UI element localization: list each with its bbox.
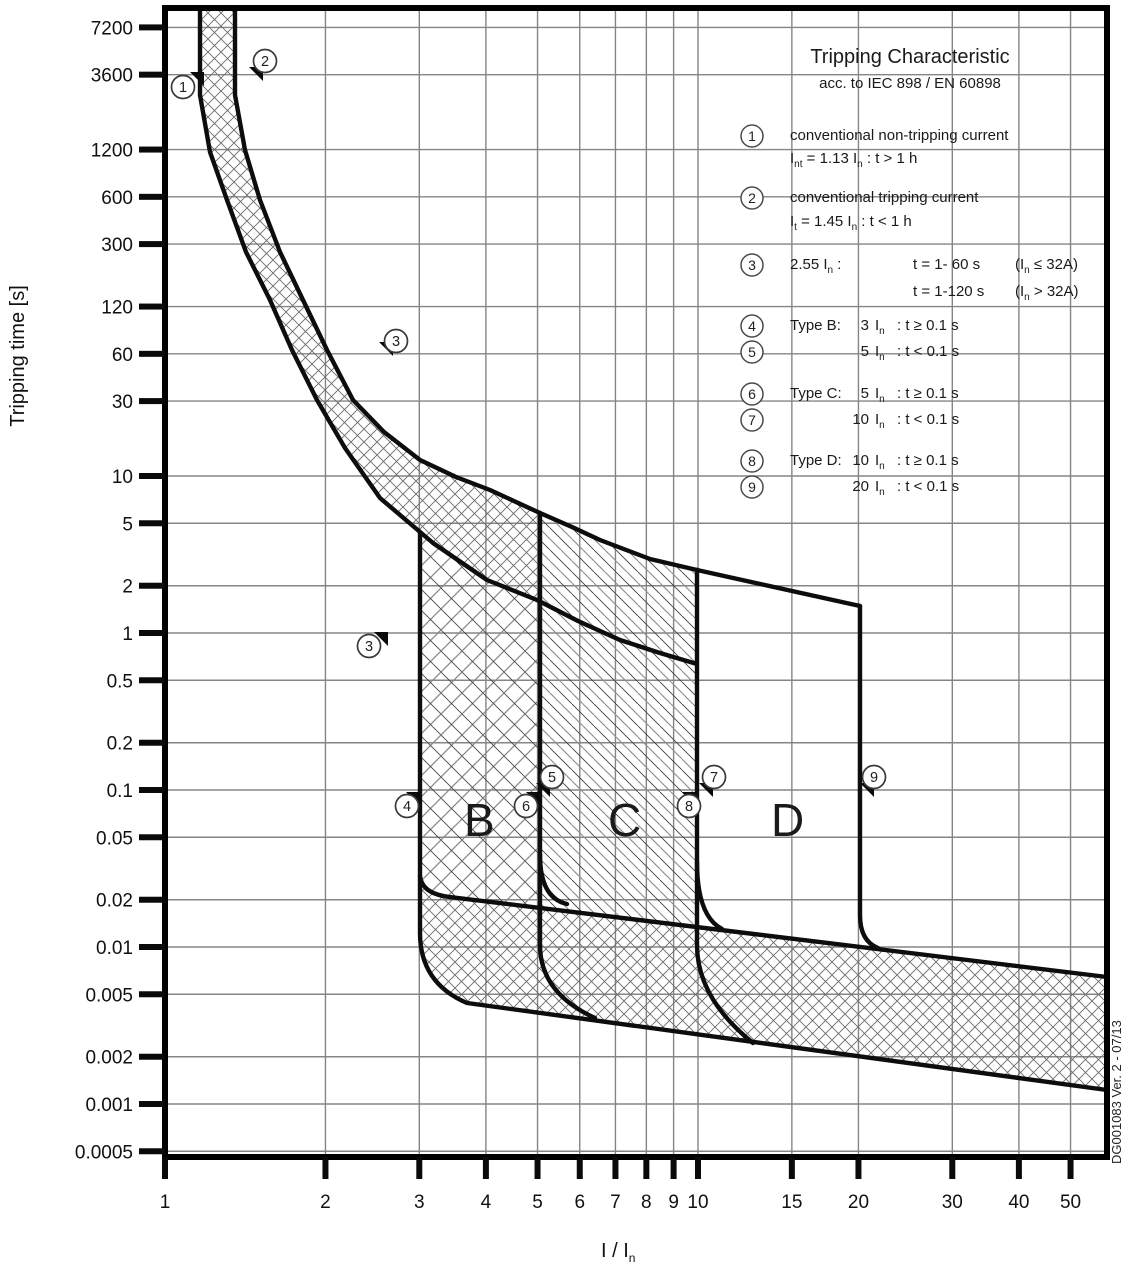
x-tick-label: 40	[1008, 1192, 1030, 1213]
y-tick	[139, 787, 165, 793]
x-tick-label: 30	[941, 1192, 963, 1213]
x-tick-label: 8	[641, 1192, 652, 1213]
x-tick-label: 4	[480, 1192, 492, 1213]
y-tick-label: 2	[122, 576, 133, 598]
legend-text: Type C:	[790, 385, 842, 402]
y-tick	[139, 897, 165, 903]
y-tick	[139, 630, 165, 636]
y-tick	[139, 740, 165, 746]
y-tick-label: 0.001	[85, 1095, 133, 1116]
legend-text: $(I_n > 32A)$	[1015, 283, 1079, 303]
x-tick	[949, 1157, 955, 1179]
y-tick-label: 1200	[90, 140, 133, 162]
legend-text: : t < 0.1 s	[897, 343, 960, 360]
y-tick-label: 60	[111, 344, 133, 366]
y-tick	[139, 677, 165, 683]
legend-text: $(I_n \le 32A)$	[1015, 256, 1078, 276]
legend-text: 3	[860, 317, 869, 334]
y-tick-label: 0.2	[106, 733, 133, 755]
legend-text: $I_n$	[875, 411, 885, 431]
x-tick-label: 15	[781, 1192, 803, 1213]
legend-text: : t < 0.1 s	[897, 411, 960, 428]
legend-text: 2.55 $I_n$ :	[790, 256, 842, 276]
legend-text: $I_n$	[875, 343, 885, 363]
x-tick-label: 50	[1059, 1192, 1082, 1213]
legend-text: $I_n$	[875, 478, 885, 498]
legend-text: 10	[852, 452, 869, 469]
x-tick-label: 7	[610, 1192, 621, 1213]
y-tick-label: 0.05	[96, 828, 133, 850]
chart-title: Tripping Characteristic	[810, 46, 1010, 68]
y-tick-label: 120	[101, 297, 133, 319]
x-axis-title-main: I / I	[601, 1240, 629, 1262]
line-10In-branch	[697, 862, 722, 929]
legend-text: : t ≥ 0.1 s	[897, 452, 959, 469]
x-tick	[416, 1157, 422, 1179]
legend-number: 7	[748, 412, 756, 428]
legend-text: conventional tripping current	[790, 189, 979, 206]
legend-text: 20	[852, 478, 869, 495]
x-axis-title-sub: n	[628, 1251, 636, 1265]
y-tick	[139, 520, 165, 526]
region-label-D: D	[771, 794, 805, 846]
y-tick	[139, 241, 165, 247]
region-label-B: B	[464, 794, 495, 846]
marker-number: 2	[260, 54, 270, 70]
x-tick	[643, 1157, 649, 1179]
x-tick-label: 6	[574, 1192, 586, 1213]
legend-number: 6	[748, 386, 756, 402]
legend-text: : t < 0.1 s	[897, 478, 960, 495]
legend-text: : t ≥ 0.1 s	[897, 385, 959, 402]
legend-text: : t ≥ 0.1 s	[897, 317, 959, 334]
chart-subtitle: acc. to IEC 898 / EN 60898	[819, 75, 1001, 92]
legend-text: $I_n$	[875, 317, 885, 337]
x-tick-label: 10	[687, 1192, 709, 1213]
y-tick	[139, 304, 165, 310]
y-tick	[139, 398, 165, 404]
legend-number: 2	[748, 190, 756, 206]
y-axis-title: Tripping time [s]	[7, 285, 29, 427]
marker-number: 1	[178, 80, 188, 96]
y-tick	[139, 24, 165, 30]
x-tick	[671, 1157, 677, 1179]
legend-text: Type B:	[790, 317, 841, 334]
marker-number: 6	[521, 799, 531, 815]
y-tick	[139, 194, 165, 200]
legend-number: 9	[748, 479, 756, 495]
x-tick	[483, 1157, 489, 1179]
x-tick-label: 20	[847, 1192, 870, 1213]
y-tick-label: 0.005	[85, 985, 133, 1007]
x-tick	[1068, 1157, 1074, 1179]
marker-number: 3	[391, 334, 401, 350]
legend-number: 8	[748, 453, 756, 469]
x-tick	[577, 1157, 583, 1179]
hatched-bands	[200, 8, 1107, 1090]
legend-text: $I_n$	[875, 385, 885, 405]
y-tick-label: 30	[111, 392, 133, 414]
marker-number: 4	[402, 799, 412, 815]
x-tick-label: 5	[532, 1192, 543, 1213]
legend-text: $I_t = 1.45$ $I_n$ : t < 1 h	[790, 213, 912, 233]
y-tick	[139, 583, 165, 589]
x-tick-label: 2	[320, 1192, 331, 1213]
y-tick-label: 0.02	[96, 890, 133, 912]
legend-text: 5	[860, 343, 869, 360]
y-tick-label: 0.5	[106, 671, 133, 693]
y-tick-label: 600	[101, 187, 133, 209]
hatch-thermal-band	[200, 8, 540, 600]
x-tick	[535, 1157, 541, 1179]
legend-number: 4	[748, 318, 756, 334]
x-tick-label: 9	[668, 1192, 679, 1213]
x-tick	[162, 1157, 168, 1179]
y-tick-label: 0.01	[96, 938, 133, 959]
y-tick-label: 7200	[90, 18, 133, 40]
legend-number: 5	[748, 344, 756, 360]
x-tick	[695, 1157, 701, 1179]
y-tick	[139, 351, 165, 357]
y-tick	[139, 1148, 165, 1154]
x-tick	[1016, 1157, 1022, 1179]
x-tick-label: 3	[414, 1192, 425, 1213]
legend-text: conventional non-tripping current	[790, 127, 1009, 144]
y-tick-label: 1	[122, 624, 133, 645]
y-tick	[139, 991, 165, 997]
legend-text: $I_{nt} = 1.13$ $I_n$ : t > 1 h	[790, 150, 918, 170]
y-tick-label: 3600	[90, 65, 133, 87]
legend-text: 5	[860, 385, 869, 402]
hatch-band-C	[540, 513, 697, 927]
legend-text: 10	[852, 411, 869, 428]
y-tick	[139, 834, 165, 840]
y-tick-label: 5	[122, 514, 133, 536]
region-label-C: C	[608, 794, 642, 846]
y-tick	[139, 72, 165, 78]
y-tick	[139, 944, 165, 950]
legend-text: t = 1- 60 s	[913, 256, 981, 273]
x-tick	[855, 1157, 861, 1179]
x-tick	[612, 1157, 618, 1179]
x-tick	[789, 1157, 795, 1179]
y-tick-label: 300	[101, 235, 133, 257]
y-tick-label: 0.1	[106, 781, 133, 802]
marker-number: 5	[547, 770, 557, 786]
x-tick-label: 1	[159, 1192, 171, 1213]
x-tick	[322, 1157, 328, 1179]
document-number: DG001083 Ver. 2 - 07/13	[1109, 1020, 1124, 1164]
marker-number: 3	[364, 639, 374, 655]
marker-number: 8	[684, 799, 694, 815]
marker-number: 9	[869, 770, 879, 786]
legend-text: $I_n$	[875, 452, 885, 472]
y-tick	[139, 473, 165, 479]
legend-text: Type D:	[790, 452, 842, 469]
y-tick	[139, 147, 165, 153]
x-axis-title	[601, 1240, 635, 1265]
y-tick-label: 0.0005	[74, 1142, 133, 1164]
y-tick-label: 0.002	[85, 1047, 133, 1069]
legend-text: t = 1-120 s	[913, 283, 985, 300]
y-tick	[139, 1054, 165, 1060]
legend-number: 1	[748, 128, 756, 144]
curve-tripping-extension	[697, 570, 860, 606]
y-tick	[139, 1101, 165, 1107]
marker-number: 7	[709, 770, 719, 786]
y-tick-label: 10	[111, 467, 133, 488]
legend-number: 3	[748, 257, 756, 273]
